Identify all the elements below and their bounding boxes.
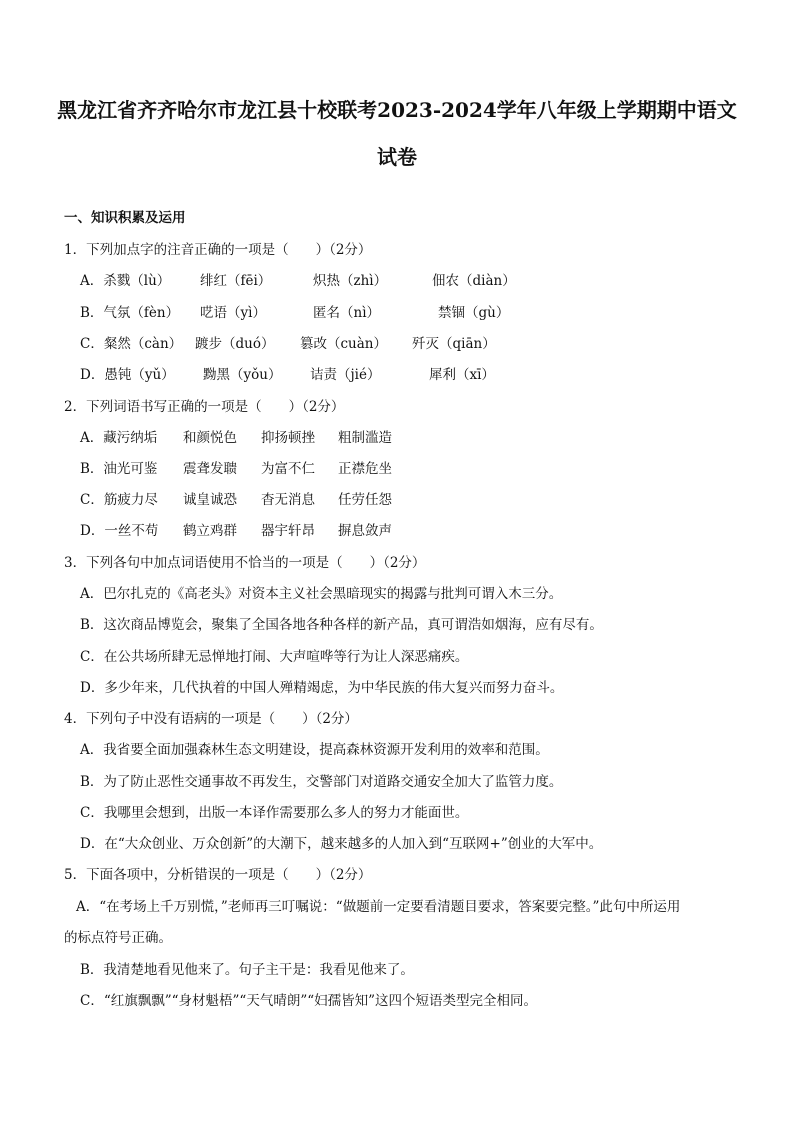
question-5-option-a: A．“在考场上千万别慌，”老师再三叮嘱说：“做题前一定要看清题目要求，答案要完整。”此句中所运用 — [76, 899, 681, 915]
option-item: 篡改（cuàn） — [300, 336, 387, 352]
option-item: 佃农（diàn） — [432, 273, 516, 289]
option-item: C．粲然（càn） — [80, 336, 183, 352]
option-item: B．油光可鉴 — [80, 461, 158, 477]
question-4-option-a: A．我省要全面加强森林生态文明建设，提高森林资源开发利用的效率和范围。 — [80, 742, 549, 758]
option-item: 诘责（jié） — [310, 367, 381, 383]
page-title-continued: 试卷 — [377, 145, 417, 169]
option-item: 正襟危坐 — [338, 461, 392, 477]
question-5-option-a-continued: 的标点符号正确。 — [64, 930, 172, 946]
question-5-stem: 5．下面各项中，分析错误的一项是（ ）（2分） — [64, 867, 372, 883]
option-item: A．藏污纳垢 — [80, 430, 158, 446]
question-3-option-b: B．这次商品博览会，聚集了全国各地各种各样的新产品，真可谓浩如烟海，应有尽有。 — [80, 617, 603, 633]
question-4-option-c: C．我哪里会想到，出版一本译作需要那么多人的努力才能面世。 — [80, 805, 469, 821]
question-2-stem: 2．下列词语书写正确的一项是（ ）（2分） — [64, 399, 345, 415]
option-item: C．筋疲力尽 — [80, 492, 158, 508]
option-item: 震聋发聩 — [183, 461, 237, 477]
section-heading: 一、知识积累及运用 — [64, 210, 186, 226]
option-item: 为富不仁 — [261, 461, 315, 477]
question-1-stem: 1．下列加点字的注音正确的一项是（ ）（2分） — [64, 242, 372, 258]
option-item: 踱步（duó） — [195, 336, 275, 352]
question-3-option-c: C．在公共场所肆无忌惮地打闹、大声喧哗等行为让人深恶痛疾。 — [80, 649, 469, 665]
option-item: 杳无消息 — [261, 492, 315, 508]
question-4-stem: 4．下列句子中没有语病的一项是（ ）（2分） — [64, 711, 358, 727]
option-item: 器宇轩昂 — [261, 523, 315, 539]
option-item: 抑扬顿挫 — [261, 430, 315, 446]
option-item: B．气氛（fèn） — [80, 305, 180, 321]
question-4-option-b: B．为了防止恶性交通事故不再发生，交警部门对道路交通安全加大了监管力度。 — [80, 774, 563, 790]
option-item: D．一丝不苟 — [80, 523, 159, 539]
option-item: 匿名（nì） — [313, 305, 381, 321]
page-title: 黑龙江省齐齐哈尔市龙江县十校联考2023-2024学年八年级上学期期中语文 — [57, 98, 737, 122]
option-item: 鹤立鸡群 — [183, 523, 237, 539]
option-item: 黝黑（yǒu） — [203, 367, 282, 383]
option-item: 歼灭（qiān） — [412, 336, 496, 352]
option-item: 诚皇诚恐 — [183, 492, 237, 508]
question-5-option-c: C．“红旗飘飘”“身材魁梧”“天气晴朗”“妇孺皆知”这四个短语类型完全相同。 — [80, 993, 538, 1009]
option-item: 禁锢（gù） — [438, 305, 510, 321]
option-item: 犀利（xī） — [429, 367, 495, 383]
option-item: 呓语（yì） — [200, 305, 266, 321]
question-5-option-b: B．我清楚地看见他来了。句子主干是：我看见他来了。 — [80, 962, 414, 978]
option-item: A．杀戮（lù） — [80, 273, 171, 289]
option-item: 任劳任怨 — [338, 492, 392, 508]
option-item: 摒息敛声 — [338, 523, 392, 539]
option-item: 粗制滥造 — [338, 430, 392, 446]
option-item: 炽热（zhì） — [313, 273, 388, 289]
option-item: D．愚钝（yǔ） — [80, 367, 175, 383]
option-item: 和颜悦色 — [183, 430, 237, 446]
question-3-option-a: A．巴尔扎克的《高老头》对资本主义社会黑暗现实的揭露与批判可谓入木三分。 — [80, 586, 563, 602]
question-4-option-d: D．在“大众创业、万众创新”的大潮下，越来越多的人加入到“互联网+”创业的大军中。 — [80, 836, 603, 852]
question-3-stem: 3．下列各句中加点词语使用不恰当的一项是（ ）（2分） — [64, 555, 426, 571]
question-3-option-d: D．多少年来，几代执着的中国人殚精竭虑，为中华民族的伟大复兴而努力奋斗。 — [80, 680, 564, 696]
option-item: 绯红（fēi） — [200, 273, 272, 289]
